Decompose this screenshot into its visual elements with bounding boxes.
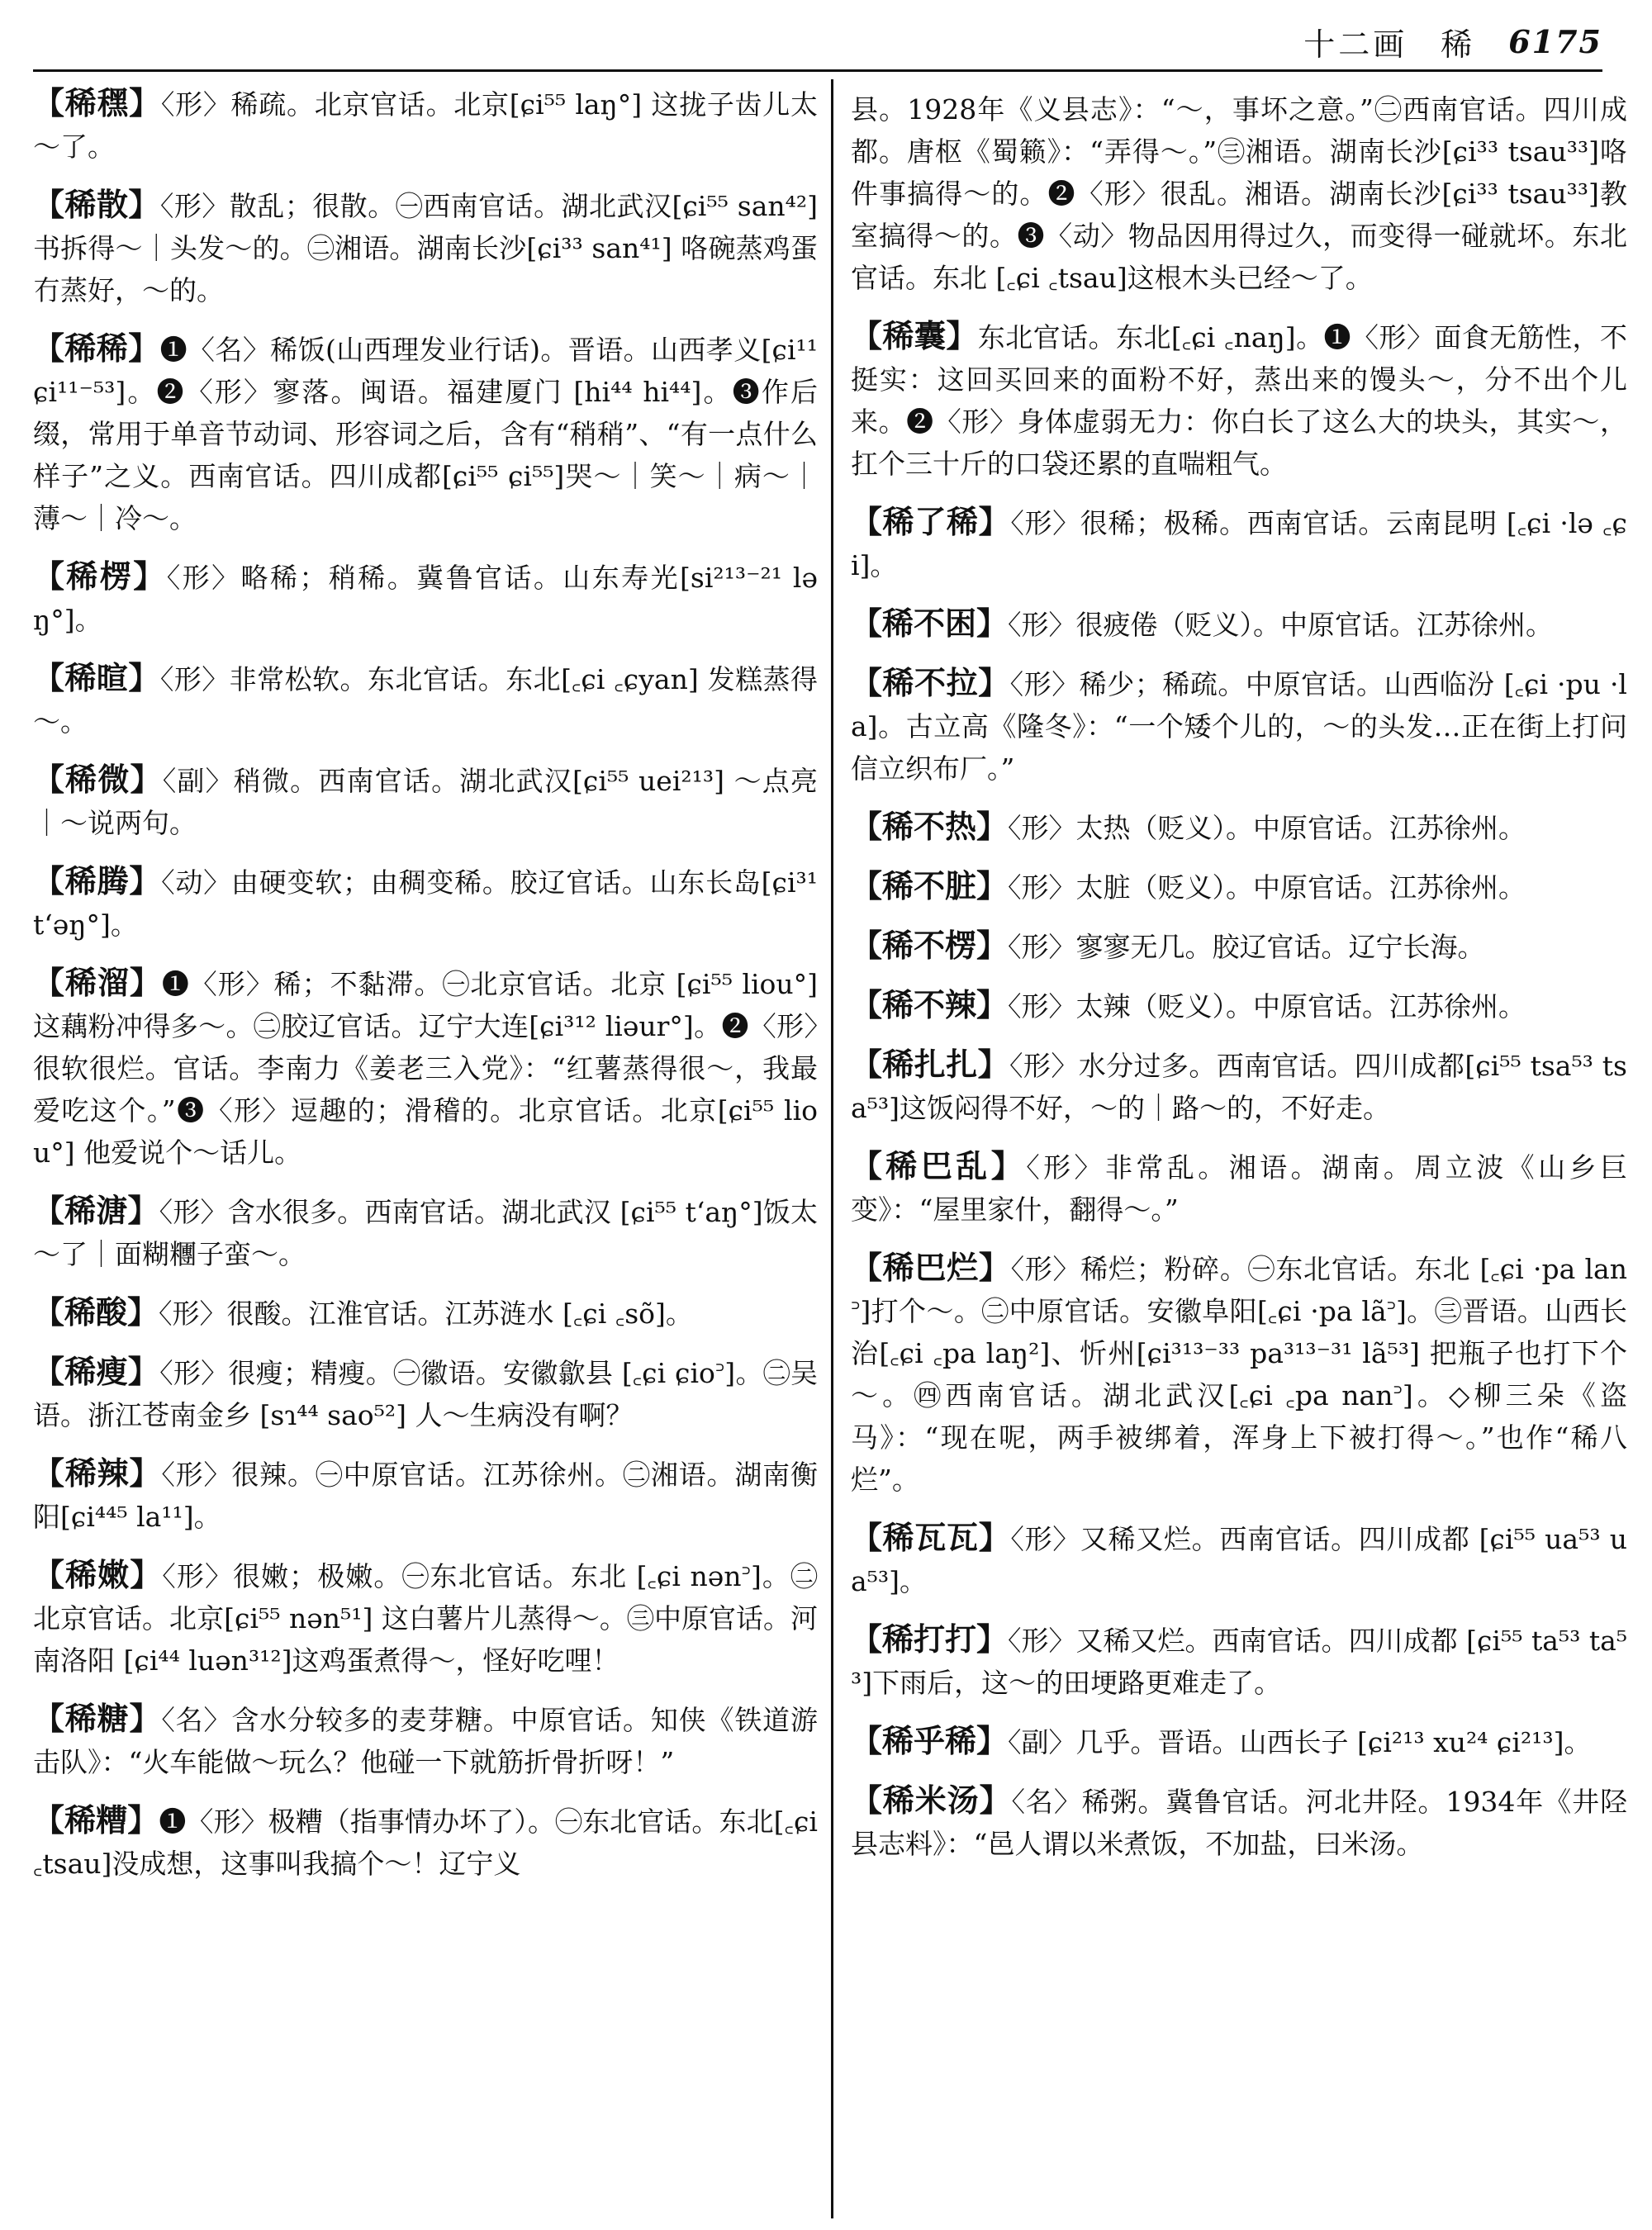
dictionary-entry-continued	[851, 88, 1627, 299]
entry-definition: 〈形〉又稀又烂。西南官话。四川成都 [ɕi⁵⁵ ua⁵³ ua⁵³]。	[851, 1523, 1627, 1597]
dictionary-entry	[33, 1351, 818, 1436]
dictionary-entry	[33, 657, 818, 743]
entry-headword: 【稀米汤】	[851, 1782, 1012, 1819]
entry-definition: 〈名〉稀粥。冀鲁官话。河北井陉。1934年《井陉县志料》：“邑人谓以米煮饭，不加盐，曰米汤。	[851, 1786, 1627, 1860]
dictionary-entry	[851, 806, 1627, 849]
entry-headword: 【稀巴乱】	[851, 1148, 1027, 1184]
entry-headword: 【稀打打】	[851, 1621, 1009, 1658]
dictionary-entry	[33, 184, 818, 311]
entry-definition: 〈形〉非常乱。湘语。湖南。周立波《山乡巨变》：“屋里家什，翻得～。”	[851, 1151, 1627, 1226]
entry-definition: 〈副〉几乎。晋语。山西长子 [ɕi²¹³ xu²⁴ ɕi²¹³]。	[1008, 1726, 1592, 1758]
entry-headword: 【稀散】	[33, 187, 160, 223]
dictionary-entry	[33, 861, 818, 946]
head-character: 稀	[1441, 26, 1476, 63]
dictionary-entry	[851, 1146, 1627, 1231]
right-column	[851, 83, 1627, 2222]
dictionary-entry	[33, 962, 818, 1174]
dictionary-entry	[33, 1554, 818, 1682]
entry-headword: 【稀扎扎】	[851, 1046, 1010, 1083]
entry-headword: 【稀瘦】	[33, 1354, 160, 1390]
entry-definition: 〈形〉很疲倦（贬义）。中原官话。江苏徐州。	[1008, 609, 1554, 641]
entry-definition: 〈形〉稀疏。北京官话。北京[ɕi⁵⁵ laŋ°] 这拢子齿儿太～了。	[33, 88, 818, 163]
dictionary-entry	[851, 1247, 1627, 1501]
dictionary-entry	[33, 556, 818, 641]
entry-headword: 【稀不拉】	[851, 665, 1010, 701]
entry-definition: 〈形〉稀烂；粉碎。㊀东北官话。东北 [꜀ɕi ·pa lan꜄]打个～。㊁中原官话。安徽阜阳[꜀ɕi ·pa lã꜄]。㊂晋语。山西长治[꜀ɕi ꜀pa laŋ²]、忻州[ɕi³¹³⁻³³ pa³¹³⁻³¹ lã⁵³] 把瓶子也打下个～。㊃西南官话。湖北武汉[꜀ɕi ꜀pa nan꜄]。◇柳三朵《盗马》：“现在呢，两手被绑着，浑身上下被打得～。”也作“稀八烂”。	[851, 1253, 1627, 1496]
entry-definition: 〈形〉寥寥无几。胶辽官话。辽宁长海。	[1008, 931, 1485, 963]
dictionary-entry	[851, 1044, 1627, 1129]
dictionary-entry	[851, 985, 1627, 1027]
dictionary-entry	[33, 1698, 818, 1783]
entry-definition: 〈形〉散乱；很散。㊀西南官话。湖北武汉[ɕi⁵⁵ san⁴²] 书拆得～｜头发～的。㊁湘语。湖南长沙[ɕi³³ san⁴¹] 咯碗蒸鸡蛋冇蒸好，～的。	[33, 190, 818, 306]
dictionary-entry	[851, 603, 1627, 646]
dictionary-entry	[851, 1780, 1627, 1865]
entry-definition: 〈形〉太脏（贬义）。中原官话。江苏徐州。	[1008, 871, 1526, 904]
entry-headword: 【稀不脏】	[851, 868, 1009, 904]
entry-definition: 〈形〉太热（贬义）。中原官话。江苏徐州。	[1008, 812, 1526, 844]
entry-definition: 〈形〉很酸。江淮官话。江苏涟水 [꜀ɕi ꜀sõ]。	[159, 1298, 693, 1330]
entry-definition: 〈形〉很嫩；极嫩。㊀东北官话。东北 [꜀ɕi nən꜄]。㊁北京官话。北京[ɕi⁵⁵ nən⁵¹] 这白薯片儿蒸得～。㊂中原官话。河南洛阳 [ɕi⁴⁴ luən³¹²]这鸡蛋煮得～，怪好吃哩！	[33, 1560, 818, 1677]
entry-headword: 【稀糖】	[33, 1701, 162, 1737]
dictionary-entry	[33, 1453, 818, 1538]
entry-headword: 【稀溜】	[33, 965, 162, 1001]
dictionary-entry	[33, 83, 818, 168]
entry-definition: ❶〈形〉稀；不黏滞。㊀北京官话。北京 [ɕi⁵⁵ liou°]这藕粉冲得多～。㊁胶辽官话。辽宁大连[ɕi³¹² liəur°]。❷〈形〉很软很烂。官话。李南力《姜老三入党》：“红薯蒸得很～，我最爱吃这个。”❸〈形〉逗趣的；滑稽的。北京官话。北京[ɕi⁵⁵ liou°] 他爱说个～话儿。	[33, 968, 818, 1169]
entry-headword: 【稀不辣】	[851, 987, 1009, 1023]
entry-headword: 【稀酸】	[33, 1294, 159, 1331]
entry-definition: 〈动〉由硬变软；由稠变稀。胶辽官话。山东长岛[ɕi³¹ tʻəŋ°]。	[33, 866, 818, 941]
entry-definition: 〈形〉很瘦；精瘦。㊀徽语。安徽歙县 [꜀ɕi ɕio꜄]。㊁吴语。浙江苍南金乡 [sɿ⁴⁴ sao⁵²] 人～生病没有啊？	[33, 1357, 818, 1431]
entry-headword: 【稀稀】	[33, 330, 160, 367]
entry-headword: 【稀糟】	[33, 1802, 159, 1839]
entry-headword: 【稀楞】	[33, 558, 167, 595]
dictionary-entry	[33, 1190, 818, 1275]
entry-definition: 〈形〉很稀；极稀。西南官话。云南昆明 [꜀ɕi ·lə ꜀ɕi]。	[851, 507, 1627, 581]
dictionary-entry	[33, 1292, 818, 1335]
entry-headword: 【稀溏】	[33, 1193, 159, 1229]
entry-headword: 【稀辣】	[33, 1455, 162, 1492]
page-header	[33, 18, 1602, 64]
entry-headword: 【稀不热】	[851, 809, 1009, 845]
dictionary-entry	[33, 1800, 818, 1885]
entry-definition: 东北官话。东北[꜀ɕi ꜀naŋ]。❶〈形〉面食无筋性，不挺实：这回买回来的面粉不好，蒸出来的馒头～，分不出个儿来。❷〈形〉身体虚弱无力：你白长了这么大的块头，其实～，扛个三十斤的口袋还累的直喘粗气。	[851, 321, 1627, 480]
entry-headword: 【稀巴烂】	[851, 1250, 1011, 1286]
dictionary-entry	[851, 925, 1627, 968]
entry-headword: 【稀不困】	[851, 605, 1009, 642]
entry-definition: ❶〈名〉稀饭(山西理发业行话)。晋语。山西孝义[ɕi¹¹ ɕi¹¹⁻⁵³]。❷〈形〉寥落。闽语。福建厦门 [hi⁴⁴ hi⁴⁴]。❸作后缀，常用于单音节动词、形容词之后，含有“稍稍”、“有一点什么样子”之义。西南官话。四川成都[ɕi⁵⁵ ɕi⁵⁵]哭～｜笑～｜病～｜薄～｜冷～。	[33, 334, 818, 534]
entry-definition: 〈名〉含水分较多的麦芽糖。中原官话。知侠《铁道游击队》：“火车能做～玩么？他碰一下就筋折骨折呀！”	[33, 1704, 818, 1778]
entry-definition: 〈形〉非常松软。东北官话。东北[꜀ɕi ꜀ɕyan] 发糕蒸得～。	[33, 663, 818, 738]
entry-definition: 〈形〉太辣（贬义）。中原官话。江苏徐州。	[1008, 990, 1526, 1022]
dictionary-entry	[851, 501, 1627, 586]
section-label: 十二画	[1303, 26, 1408, 63]
dictionary-entry	[851, 1517, 1627, 1602]
entry-definition: ❶〈形〉极糟（指事情办坏了）。㊀东北官话。东北[꜀ɕi ꜀tsau]没成想，这事叫我搞个～！辽宁义	[33, 1805, 818, 1880]
dictionary-entry	[33, 328, 818, 539]
dictionary-entry	[851, 316, 1627, 485]
entry-headword: 【稀暄】	[33, 660, 160, 696]
entry-definition: 〈副〉稍微。西南官话。湖北武汉[ɕi⁵⁵ uei²¹³] ～点亮｜～说两句。	[33, 765, 818, 839]
entry-headword: 【稀不楞】	[851, 928, 1009, 964]
entry-definition: 〈形〉含水很多。西南官话。湖北武汉 [ɕi⁵⁵ tʻaŋ°]饭太～了｜面糊糰子蛮～。	[33, 1196, 818, 1270]
entry-headword: 【稀乎稀】	[851, 1723, 1009, 1759]
entry-definition: 〈形〉水分过多。西南官话。四川成都[ɕi⁵⁵ tsa⁵³ tsa⁵³]这饭闷得不好，～的｜路～的，不好走。	[851, 1050, 1627, 1124]
entry-definition: 〈形〉很辣。㊀中原官话。江苏徐州。㊁湘语。湖南衡阳[ɕi⁴⁴⁵ la¹¹]。	[33, 1459, 818, 1533]
entry-definition: 〈形〉又稀又烂。西南官话。四川成都 [ɕi⁵⁵ ta⁵³ ta⁵³]下雨后，这～的田埂路更难走了。	[851, 1625, 1627, 1699]
dictionary-entry	[851, 866, 1627, 909]
entry-headword: 【稀䆀】	[33, 85, 161, 121]
dictionary-entry	[851, 1720, 1627, 1763]
dictionary-entry	[33, 759, 818, 844]
entry-definition: 县。1928年《义县志》：“～，事坏之意。”㊁西南官话。四川成都。唐枢《蜀籁》：“弄得～。”㊂湘语。湖南长沙[ɕi³³ tsau³³]咯件事搞得～的。❷〈形〉很乱。湘语。湖南长沙[ɕi³³ tsau³³]教室搞得～的。❸〈动〉物品因用得过久，而变得一碰就坏。东北官话。东北 [꜀ɕi ꜀tsau]这根木头已经～了。	[851, 93, 1627, 294]
dictionary-entry	[851, 662, 1627, 790]
entry-headword: 【稀嫩】	[33, 1557, 163, 1593]
entry-headword: 【稀微】	[33, 762, 163, 798]
column-divider	[831, 79, 833, 2218]
entry-headword: 【稀瓦瓦】	[851, 1520, 1011, 1556]
entry-headword: 【稀腾】	[33, 863, 162, 899]
page-number: 6175	[1508, 22, 1602, 60]
entry-headword: 【稀了稀】	[851, 504, 1011, 540]
entry-headword: 【稀囊】	[851, 318, 978, 354]
dictionary-entry	[851, 1619, 1627, 1704]
header-rule	[33, 69, 1602, 72]
left-column	[33, 83, 818, 2222]
entry-definition: 〈形〉略稀；稍稀。冀鲁官话。山东寿光[si²¹³⁻²¹ ləŋ°]。	[33, 562, 818, 636]
entry-definition: 〈形〉稀少；稀疏。中原官话。山西临汾 [꜀ɕi ·pu ·la]。古立高《隆冬》：“一个矮个儿的，～的头发…正在街上打问信立织布厂。”	[851, 668, 1627, 785]
